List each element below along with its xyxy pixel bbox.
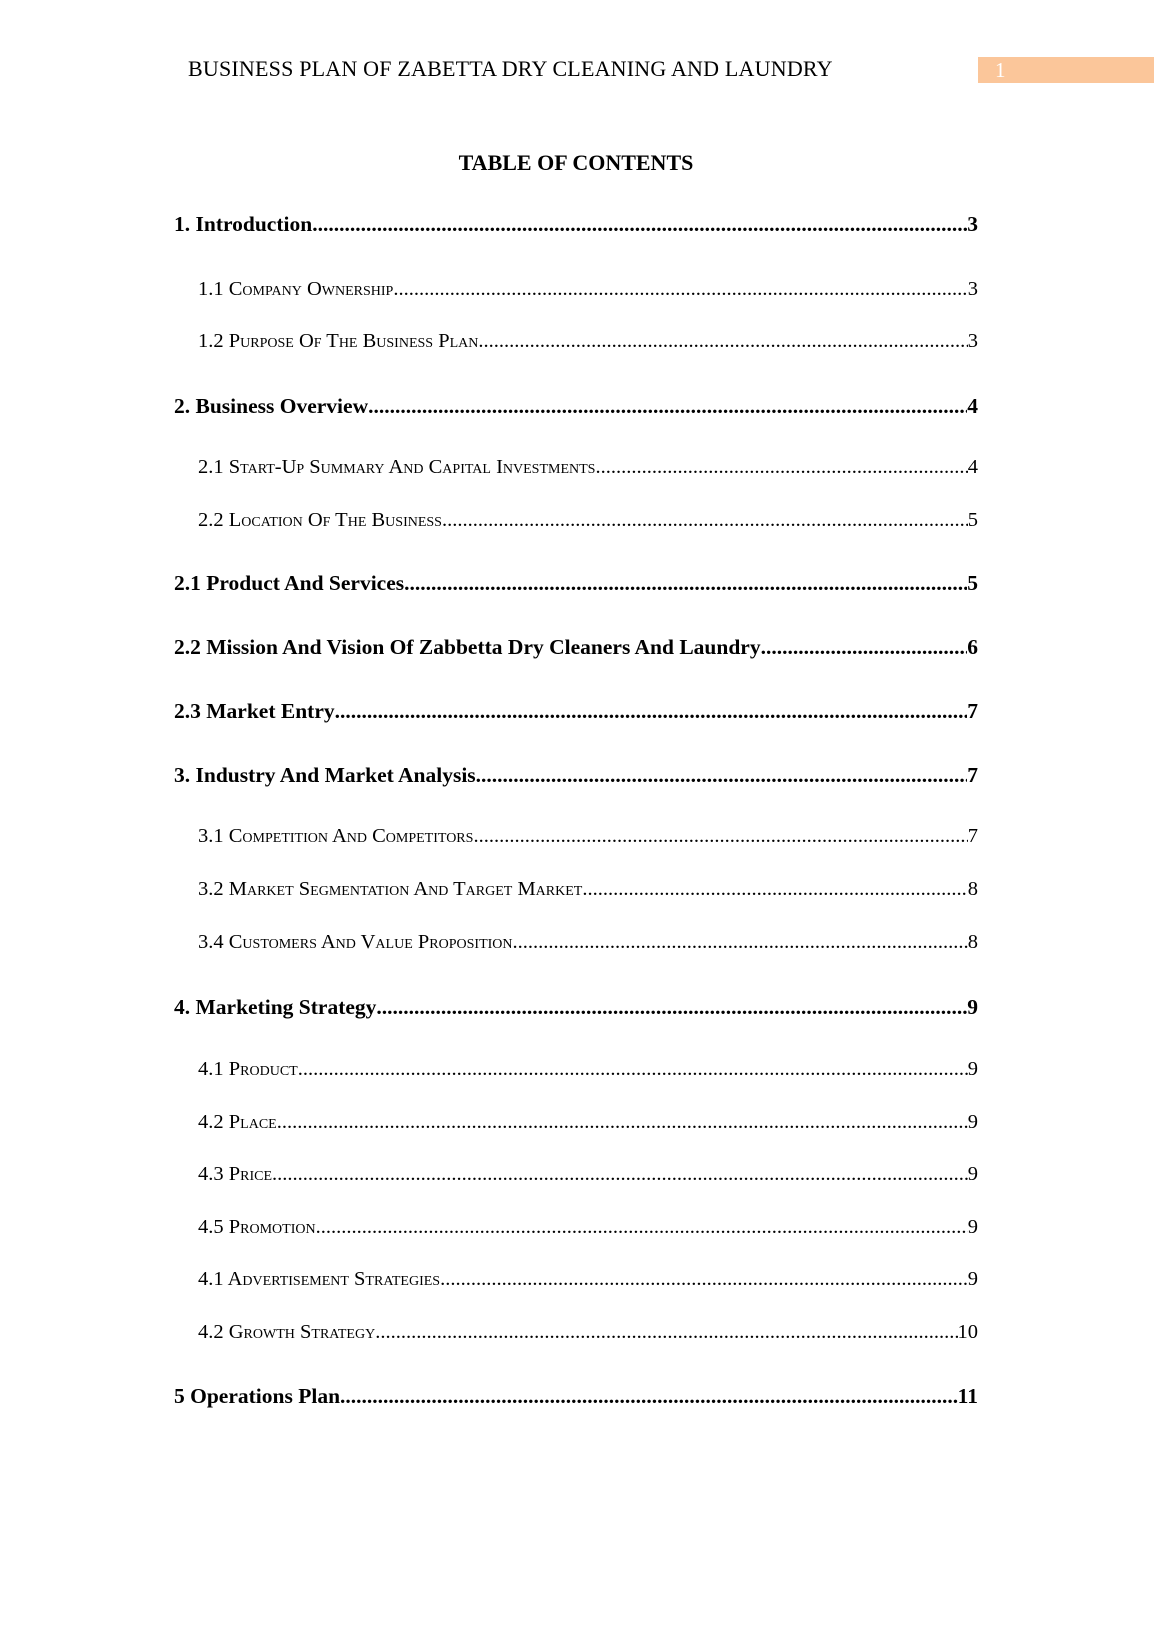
- toc-entry[interactable]: [174, 456, 978, 479]
- toc-entry-label: 2.1 Product And Services: [174, 571, 405, 595]
- toc-dot-leader: [442, 509, 968, 532]
- toc-entry-label: 2.3 Market Entry: [174, 699, 335, 723]
- toc-entry-page: 8: [967, 931, 978, 953]
- toc-dot-leader: [298, 1058, 968, 1081]
- toc-entry-page: 9: [967, 995, 978, 1019]
- toc-entry-label: 4.1 Product: [198, 1058, 298, 1080]
- toc-dot-leader: [513, 931, 968, 954]
- toc-entry-label: 4.1 Advertisement Strategies: [198, 1268, 441, 1290]
- toc-entry-page: 9: [967, 1216, 978, 1238]
- toc-entry-page: 3: [967, 212, 978, 236]
- toc-dot-leader: [582, 878, 967, 901]
- toc-entry[interactable]: [174, 1384, 978, 1409]
- toc-entry-page: 3: [967, 278, 978, 300]
- page-header: [0, 0, 1158, 100]
- toc-entry-page: 5: [967, 509, 978, 531]
- toc-entry-label: 4.3 Price: [198, 1163, 273, 1185]
- toc-entry[interactable]: [174, 931, 978, 954]
- toc-dot-leader: [340, 1384, 958, 1409]
- toc-entry[interactable]: [174, 1111, 978, 1134]
- toc-entry-label: 5 Operations Plan: [174, 1384, 341, 1408]
- toc-dot-leader: [272, 1163, 968, 1186]
- toc-entry-label: 4.5 Promotion: [198, 1216, 316, 1238]
- toc-entry[interactable]: [174, 1058, 978, 1081]
- toc-entry-page: 11: [957, 1384, 978, 1408]
- toc-entry[interactable]: [174, 878, 978, 901]
- toc-entry-page: 9: [967, 1268, 978, 1290]
- toc-entry[interactable]: [174, 394, 978, 419]
- toc-dot-leader: [375, 1321, 957, 1344]
- toc-entry-label: 2.2 Location Of The Business: [198, 509, 442, 531]
- toc-entry[interactable]: [174, 509, 978, 532]
- toc-dot-leader: [368, 394, 967, 419]
- toc-entry-page: 9: [967, 1058, 978, 1080]
- toc-entry[interactable]: [174, 278, 978, 301]
- toc-entry[interactable]: [174, 212, 978, 237]
- page-number: 1: [995, 58, 1006, 82]
- toc-entry-label: 4.2 Growth Strategy: [198, 1321, 376, 1343]
- header-title: BUSINESS PLAN OF ZABETTA DRY CLEANING AND LAUNDRY: [188, 56, 833, 81]
- toc-entry-page: 3: [967, 330, 978, 352]
- toc-entry[interactable]: [174, 699, 978, 724]
- toc-entry-label: 3. Industry And Market Analysis: [174, 763, 476, 787]
- toc-entry-page: 4: [967, 456, 978, 478]
- toc-entry-label: 2.2 Mission And Vision Of Zabbetta Dry Cleaners And Laundry: [174, 635, 761, 659]
- toc-dot-leader: [404, 571, 967, 596]
- toc-dot-leader: [440, 1268, 968, 1291]
- toc-dot-leader: [312, 212, 967, 237]
- toc-entry-page: 9: [967, 1111, 978, 1133]
- toc-entry-page: 9: [967, 1163, 978, 1185]
- toc-entry-page: 5: [967, 571, 978, 595]
- toc-dot-leader: [761, 635, 968, 660]
- toc-heading: TABLE OF CONTENTS: [458, 150, 694, 175]
- toc-entry-page: 8: [967, 878, 978, 900]
- toc-entry-label: 1.2 Purpose Of The Business Plan: [198, 330, 479, 352]
- toc-entry-label: 1.1 Company Ownership: [198, 278, 394, 300]
- page-number-box: [978, 57, 1154, 83]
- toc-entry[interactable]: [174, 1163, 978, 1186]
- toc-entry-label: 4. Marketing Strategy: [174, 995, 377, 1019]
- toc-entry-label: 4.2 Place: [198, 1111, 277, 1133]
- toc-entry-page: 7: [967, 825, 978, 847]
- toc-entry-page: 7: [967, 699, 978, 723]
- toc-dot-leader: [478, 330, 967, 353]
- toc-entry[interactable]: [174, 571, 978, 596]
- toc-entry[interactable]: [174, 330, 978, 353]
- toc-entry[interactable]: [174, 1268, 978, 1291]
- toc-entry-page: 7: [967, 763, 978, 787]
- toc-entry-page: 6: [967, 635, 978, 659]
- toc-entry-label: 3.1 Competition And Competitors: [198, 825, 474, 847]
- toc-entry[interactable]: [174, 1321, 978, 1344]
- toc-dot-leader: [476, 763, 968, 788]
- toc-entry[interactable]: [174, 825, 978, 848]
- toc-entry-label: 3.4 Customers And Value Proposition: [198, 931, 513, 953]
- toc-dot-leader: [393, 278, 967, 301]
- toc-dot-leader: [277, 1111, 968, 1134]
- toc-entry[interactable]: [174, 635, 978, 660]
- toc-dot-leader: [473, 825, 967, 848]
- toc-entry-page: 4: [967, 394, 978, 418]
- toc-dot-leader: [376, 995, 967, 1020]
- toc-entry-label: 2.1 Start-Up Summary And Capital Investments: [198, 456, 596, 478]
- toc-dot-leader: [335, 699, 968, 724]
- toc-entry-label: 2. Business Overview: [174, 394, 369, 418]
- toc-entry-label: 3.2 Market Segmentation And Target Market: [198, 878, 583, 900]
- toc-entry[interactable]: [174, 763, 978, 788]
- toc-entry[interactable]: [174, 995, 978, 1020]
- toc-entry-page: 10: [957, 1321, 978, 1343]
- toc-dot-leader: [595, 456, 967, 479]
- toc-entry-label: 1. Introduction: [174, 212, 313, 236]
- toc-entry[interactable]: [174, 1216, 978, 1239]
- toc-dot-leader: [316, 1216, 968, 1239]
